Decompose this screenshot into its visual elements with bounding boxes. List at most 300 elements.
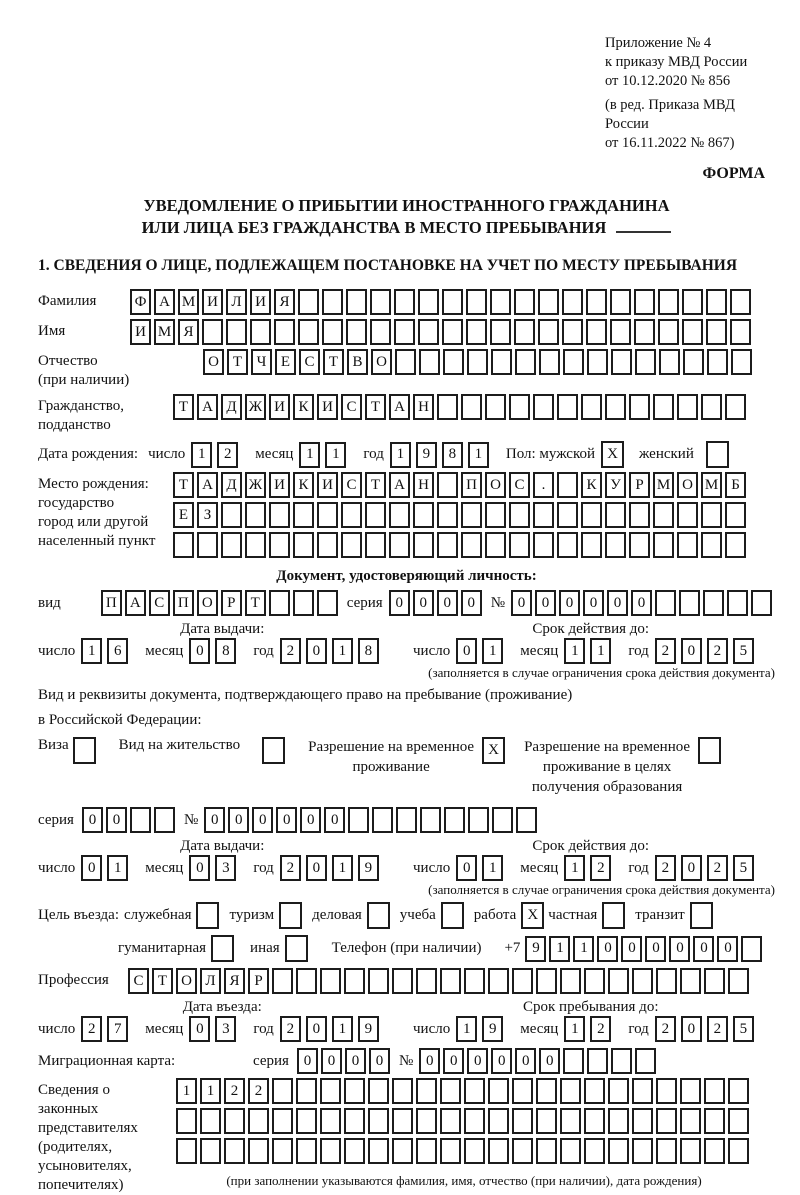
char-cell — [653, 502, 674, 528]
char-cell — [416, 1108, 437, 1134]
char-cell — [413, 532, 434, 558]
resid-issue-heading: Дата выдачи: — [180, 838, 265, 854]
char-cell: 1 — [573, 936, 594, 962]
migration-card-label: Миграционная карта: — [38, 1052, 176, 1069]
phone-label: Телефон (при наличии) — [331, 940, 482, 956]
char-cell — [154, 807, 175, 833]
char-cell — [322, 289, 343, 315]
purpose-opt-private-label: частная — [548, 907, 598, 923]
char-cell — [536, 1108, 557, 1134]
birth-date-label: Дата рождения: — [38, 446, 139, 462]
char-cell — [130, 807, 151, 833]
char-cell — [629, 502, 650, 528]
char-cell — [394, 289, 415, 315]
char-cell — [492, 807, 513, 833]
char-cell: 0 — [669, 936, 690, 962]
birth-month-cells — [299, 442, 351, 468]
char-cell: 0 — [81, 855, 102, 881]
char-cell: 0 — [189, 638, 210, 664]
char-cell — [514, 289, 535, 315]
phone-prefix: +7 — [504, 940, 521, 956]
char-cell — [536, 968, 557, 994]
char-cell — [629, 532, 650, 558]
char-cell: 0 — [607, 590, 628, 616]
char-cell: 0 — [491, 1048, 512, 1074]
char-cell: А — [197, 472, 218, 498]
char-cell — [635, 1048, 656, 1074]
char-cell — [437, 472, 458, 498]
annex-line: Приложение № 4 — [605, 35, 712, 51]
char-cell: 2 — [707, 638, 728, 664]
char-cell — [370, 319, 391, 345]
birthplace-cells-1 — [173, 472, 749, 498]
char-cell: 0 — [189, 1016, 210, 1042]
char-cell — [372, 807, 393, 833]
char-cell: И — [202, 289, 223, 315]
char-cell: 5 — [733, 855, 754, 881]
id-doc-row — [38, 590, 775, 616]
char-cell: 0 — [437, 590, 458, 616]
char-cell — [348, 807, 369, 833]
char-cell — [679, 590, 700, 616]
char-cell — [725, 502, 746, 528]
char-cell: 0 — [559, 590, 580, 616]
char-cell — [741, 936, 762, 962]
char-cell: Р — [248, 968, 269, 994]
char-cell — [488, 968, 509, 994]
purpose-opt-official-checkbox — [196, 902, 219, 929]
char-cell — [704, 1078, 725, 1104]
id-doc-valid-date: число 0 1 месяц 1 1 год 2 0 2 5 — [413, 638, 771, 664]
char-cell — [466, 319, 487, 345]
char-cell: . — [533, 472, 554, 498]
char-cell: 1 — [564, 855, 585, 881]
purpose-opt-humanitarian-checkbox — [211, 935, 234, 962]
char-cell: О — [197, 590, 218, 616]
edu-permit-option — [524, 737, 724, 797]
char-cell — [317, 502, 338, 528]
char-cell — [365, 532, 386, 558]
char-cell: С — [299, 349, 320, 375]
char-cell: Ч — [251, 349, 272, 375]
guardians-cells-1 — [176, 1078, 752, 1104]
char-cell — [200, 1138, 221, 1164]
char-cell — [634, 319, 655, 345]
char-cell: 1 — [299, 442, 320, 468]
char-cell: 2 — [280, 1016, 301, 1042]
char-cell: 0 — [306, 855, 327, 881]
residence-checkbox — [262, 737, 285, 764]
profession-label: Профессия — [38, 972, 109, 988]
char-cell — [605, 394, 626, 420]
birth-date-group — [148, 442, 506, 468]
temp-permit-label: Разрешение на временное проживание — [308, 739, 475, 775]
month-label: месяц — [255, 446, 294, 462]
char-cell — [396, 807, 417, 833]
title-line2: ИЛИ ЛИЦА БЕЗ ГРАЖДАНСТВА В МЕСТО ПРЕБЫВАНИЯ — [38, 217, 775, 239]
migration-number-cells — [419, 1048, 659, 1074]
char-cell: 8 — [215, 638, 236, 664]
char-cell — [467, 349, 488, 375]
char-cell — [557, 394, 578, 420]
char-cell: И — [250, 289, 271, 315]
purpose-opt-official-label: служебная — [123, 907, 192, 923]
char-cell — [584, 1108, 605, 1134]
char-cell: 1 — [468, 442, 489, 468]
char-cell — [680, 968, 701, 994]
char-cell — [437, 532, 458, 558]
char-cell — [605, 502, 626, 528]
char-cell: 2 — [224, 1078, 245, 1104]
char-cell: Я — [224, 968, 245, 994]
char-cell — [389, 502, 410, 528]
char-cell — [587, 1048, 608, 1074]
char-cell — [245, 532, 266, 558]
char-cell: 0 — [228, 807, 249, 833]
char-cell — [221, 502, 242, 528]
char-cell: 0 — [681, 855, 702, 881]
valid-day-cells — [456, 638, 508, 664]
char-cell — [725, 532, 746, 558]
char-cell: 2 — [217, 442, 238, 468]
char-cell: Т — [365, 472, 386, 498]
char-cell — [632, 1078, 653, 1104]
char-cell: 0 — [693, 936, 714, 962]
resid-valid-date: число 0 1 месяц 1 2 год 2 0 2 5 — [413, 855, 771, 881]
char-cell — [197, 532, 218, 558]
char-cell — [485, 502, 506, 528]
char-cell: 0 — [419, 1048, 440, 1074]
char-cell — [680, 1078, 701, 1104]
char-cell: 1 — [482, 638, 503, 664]
char-cell — [368, 968, 389, 994]
char-cell: 0 — [204, 807, 225, 833]
char-cell: К — [293, 394, 314, 420]
char-cell — [344, 1078, 365, 1104]
title-line1: УВЕДОМЛЕНИЕ О ПРИБЫТИИ ИНОСТРАННОГО ГРАЖДАНИНА — [143, 196, 670, 215]
purpose-opt-other-checkbox — [285, 935, 308, 962]
char-cell — [608, 1108, 629, 1134]
char-cell: Ж — [245, 394, 266, 420]
char-cell: 9 — [525, 936, 546, 962]
char-cell: Н — [413, 394, 434, 420]
char-cell — [464, 1138, 485, 1164]
resid-valid-month-cells — [564, 855, 616, 881]
char-cell: 0 — [681, 1016, 702, 1042]
char-cell — [320, 1078, 341, 1104]
char-cell: И — [317, 472, 338, 498]
annex-line: (в ред. Приказа МВД России — [605, 97, 735, 132]
birthplace-rows — [173, 472, 749, 562]
char-cell — [370, 289, 391, 315]
resid-issue-date: число 0 1 месяц 0 3 год 2 0 1 9 — [38, 855, 413, 881]
char-cell — [320, 1108, 341, 1134]
char-cell: Е — [173, 502, 194, 528]
id-doc-number-cells — [511, 590, 775, 616]
stay-day-cells — [456, 1016, 508, 1042]
char-cell — [704, 1108, 725, 1134]
char-cell: О — [677, 472, 698, 498]
char-cell: 1 — [191, 442, 212, 468]
char-cell — [341, 502, 362, 528]
char-cell — [659, 349, 680, 375]
char-cell — [346, 319, 367, 345]
char-cell — [389, 532, 410, 558]
char-cell — [560, 968, 581, 994]
birthplace-label: Место рождения: государство город или другой населенный пункт — [38, 476, 156, 549]
char-cell — [608, 1078, 629, 1104]
char-cell: 0 — [82, 807, 103, 833]
char-cell — [539, 349, 560, 375]
char-cell: С — [341, 394, 362, 420]
char-cell — [680, 1108, 701, 1134]
guardians-cells-3 — [176, 1138, 752, 1164]
char-cell: 1 — [176, 1078, 197, 1104]
char-cell — [512, 968, 533, 994]
guardians-block — [38, 1078, 775, 1195]
char-cell: 0 — [443, 1048, 464, 1074]
resid-issue-year-cells — [280, 855, 384, 881]
id-doc-series-cells — [389, 590, 485, 616]
char-cell: 0 — [461, 590, 482, 616]
char-cell: 2 — [590, 855, 611, 881]
char-cell — [418, 319, 439, 345]
char-cell: Л — [226, 289, 247, 315]
char-cell — [293, 532, 314, 558]
patronymic-row — [38, 349, 775, 390]
char-cell — [490, 289, 511, 315]
char-cell — [680, 1138, 701, 1164]
resid-heading1: Вид и реквизиты документа, подтверждающего право на пребывание (проживание) — [38, 687, 573, 703]
char-cell — [725, 394, 746, 420]
char-cell — [656, 968, 677, 994]
resid-date-headers — [38, 837, 775, 855]
issue-day-cells — [81, 638, 133, 664]
char-cell — [751, 590, 772, 616]
char-cell: 2 — [707, 855, 728, 881]
annex-line: от 10.12.2020 № 856 — [605, 73, 731, 89]
char-cell — [437, 394, 458, 420]
char-cell: М — [701, 472, 722, 498]
char-cell: 1 — [564, 1016, 585, 1042]
char-cell — [728, 1108, 749, 1134]
char-cell: 2 — [655, 1016, 676, 1042]
char-cell: К — [581, 472, 602, 498]
citizenship-label: Гражданство, подданство — [38, 398, 125, 433]
purpose-opt-business-checkbox — [367, 902, 390, 929]
resid-issue-day-cells — [81, 855, 133, 881]
stay-month-cells — [564, 1016, 616, 1042]
char-cell — [322, 319, 343, 345]
char-cell — [533, 502, 554, 528]
entry-day-cells — [81, 1016, 133, 1042]
purpose-row — [38, 902, 775, 929]
char-cell — [419, 349, 440, 375]
visa-label: Виза — [38, 737, 69, 753]
char-cell — [440, 1078, 461, 1104]
purpose-opt-work-label: работа — [473, 907, 517, 923]
char-cell — [533, 394, 554, 420]
resid-number-label: № — [183, 811, 199, 828]
char-cell: 5 — [733, 1016, 754, 1042]
entry-year-cells — [280, 1016, 384, 1042]
char-cell — [296, 1138, 317, 1164]
char-cell: 0 — [306, 1016, 327, 1042]
char-cell: 0 — [681, 638, 702, 664]
char-cell — [629, 394, 650, 420]
purpose-opt-transit-label: транзит — [635, 907, 685, 923]
char-cell — [706, 289, 727, 315]
char-cell — [293, 502, 314, 528]
char-cell: 2 — [81, 1016, 102, 1042]
char-cell — [587, 349, 608, 375]
char-cell: 7 — [107, 1016, 128, 1042]
migration-card-row — [38, 1048, 775, 1074]
char-cell — [202, 319, 223, 345]
char-cell — [221, 532, 242, 558]
sex-male-label: Пол: мужской — [505, 446, 596, 462]
guardians-note: (при заполнении указываются фамилия, имя, отчество (при наличии), дата рождения) — [226, 1173, 702, 1188]
char-cell: 1 — [549, 936, 570, 962]
char-cell: 0 — [583, 590, 604, 616]
char-cell — [341, 532, 362, 558]
char-cell — [584, 1078, 605, 1104]
char-cell: 2 — [655, 855, 676, 881]
char-cell — [653, 394, 674, 420]
male-checkbox: X — [601, 441, 624, 468]
char-cell — [581, 532, 602, 558]
char-cell: Т — [173, 394, 194, 420]
char-cell — [365, 502, 386, 528]
char-cell: Т — [152, 968, 173, 994]
resid-number-cells — [204, 807, 540, 833]
id-doc-date-headers — [38, 620, 775, 638]
char-cell: 6 — [107, 638, 128, 664]
migration-number-label: № — [398, 1052, 414, 1069]
id-doc-kind-label: вид — [38, 594, 61, 611]
residence-label: Вид на жительство — [118, 737, 241, 753]
char-cell — [176, 1138, 197, 1164]
char-cell — [250, 319, 271, 345]
char-cell — [394, 319, 415, 345]
purpose-opt-humanitarian-label: гуманитарная — [118, 940, 207, 956]
char-cell — [610, 319, 631, 345]
char-cell — [536, 1078, 557, 1104]
char-cell — [416, 968, 437, 994]
char-cell — [634, 289, 655, 315]
char-cell — [298, 319, 319, 345]
resid-series-row — [38, 807, 775, 833]
char-cell: 2 — [590, 1016, 611, 1042]
annex-line: от 16.11.2022 № 867) — [605, 135, 735, 151]
char-cell: 0 — [106, 807, 127, 833]
char-cell — [704, 968, 725, 994]
char-cell: 0 — [321, 1048, 342, 1074]
char-cell: 0 — [511, 590, 532, 616]
year-label: год — [363, 446, 384, 462]
char-cell — [560, 1138, 581, 1164]
char-cell — [173, 532, 194, 558]
char-cell — [272, 1078, 293, 1104]
char-cell: О — [176, 968, 197, 994]
char-cell — [730, 319, 751, 345]
char-cell: 0 — [456, 638, 477, 664]
char-cell: Б — [725, 472, 746, 498]
char-cell: 1 — [81, 638, 102, 664]
stay-year-cells — [655, 1016, 759, 1042]
char-cell — [437, 502, 458, 528]
char-cell: 1 — [332, 1016, 353, 1042]
char-cell — [461, 532, 482, 558]
char-cell — [512, 1138, 533, 1164]
char-cell — [368, 1078, 389, 1104]
char-cell — [392, 1078, 413, 1104]
char-cell: 0 — [456, 855, 477, 881]
resid-valid-day-cells — [456, 855, 508, 881]
char-cell — [442, 319, 463, 345]
char-cell — [703, 590, 724, 616]
char-cell: О — [203, 349, 224, 375]
char-cell — [512, 1108, 533, 1134]
char-cell — [464, 1108, 485, 1134]
char-cell: 0 — [369, 1048, 390, 1074]
char-cell: Д — [221, 472, 242, 498]
purpose-opt-private-checkbox — [602, 902, 625, 929]
char-cell: 9 — [416, 442, 437, 468]
birthplace-cells-2 — [173, 502, 749, 528]
char-cell: 1 — [332, 855, 353, 881]
purpose-opt-business-label: деловая — [312, 907, 362, 923]
char-cell — [468, 807, 489, 833]
sex-female-label: женский — [639, 446, 694, 462]
char-cell — [272, 1108, 293, 1134]
char-cell — [516, 807, 537, 833]
char-cell: 0 — [597, 936, 618, 962]
char-cell — [581, 502, 602, 528]
char-cell: 0 — [189, 855, 210, 881]
char-cell: Л — [200, 968, 221, 994]
char-cell — [440, 1108, 461, 1134]
patronymic-label: Отчество (при наличии) — [38, 353, 130, 388]
char-cell: 2 — [280, 855, 301, 881]
residence-option — [119, 737, 288, 764]
char-cell — [392, 1108, 413, 1134]
char-cell: 5 — [733, 638, 754, 664]
char-cell: 1 — [390, 442, 411, 468]
char-cell — [395, 349, 416, 375]
char-cell: А — [125, 590, 146, 616]
char-cell — [269, 532, 290, 558]
char-cell — [701, 502, 722, 528]
char-cell — [608, 968, 629, 994]
char-cell: 2 — [248, 1078, 269, 1104]
id-doc-note: (заполняется в случае ограничения срока действия документа) — [428, 665, 775, 680]
resid-series-cells — [82, 807, 178, 833]
char-cell — [707, 349, 728, 375]
char-cell — [656, 1108, 677, 1134]
char-cell: М — [178, 289, 199, 315]
char-cell — [655, 590, 676, 616]
char-cell — [442, 289, 463, 315]
birth-date-row — [38, 441, 775, 468]
id-doc-dates-row — [38, 638, 775, 664]
char-cell: 0 — [535, 590, 556, 616]
char-cell: З — [197, 502, 218, 528]
char-cell: 3 — [215, 1016, 236, 1042]
resid-dates-row — [38, 855, 775, 881]
char-cell — [344, 1108, 365, 1134]
char-cell: 0 — [413, 590, 434, 616]
